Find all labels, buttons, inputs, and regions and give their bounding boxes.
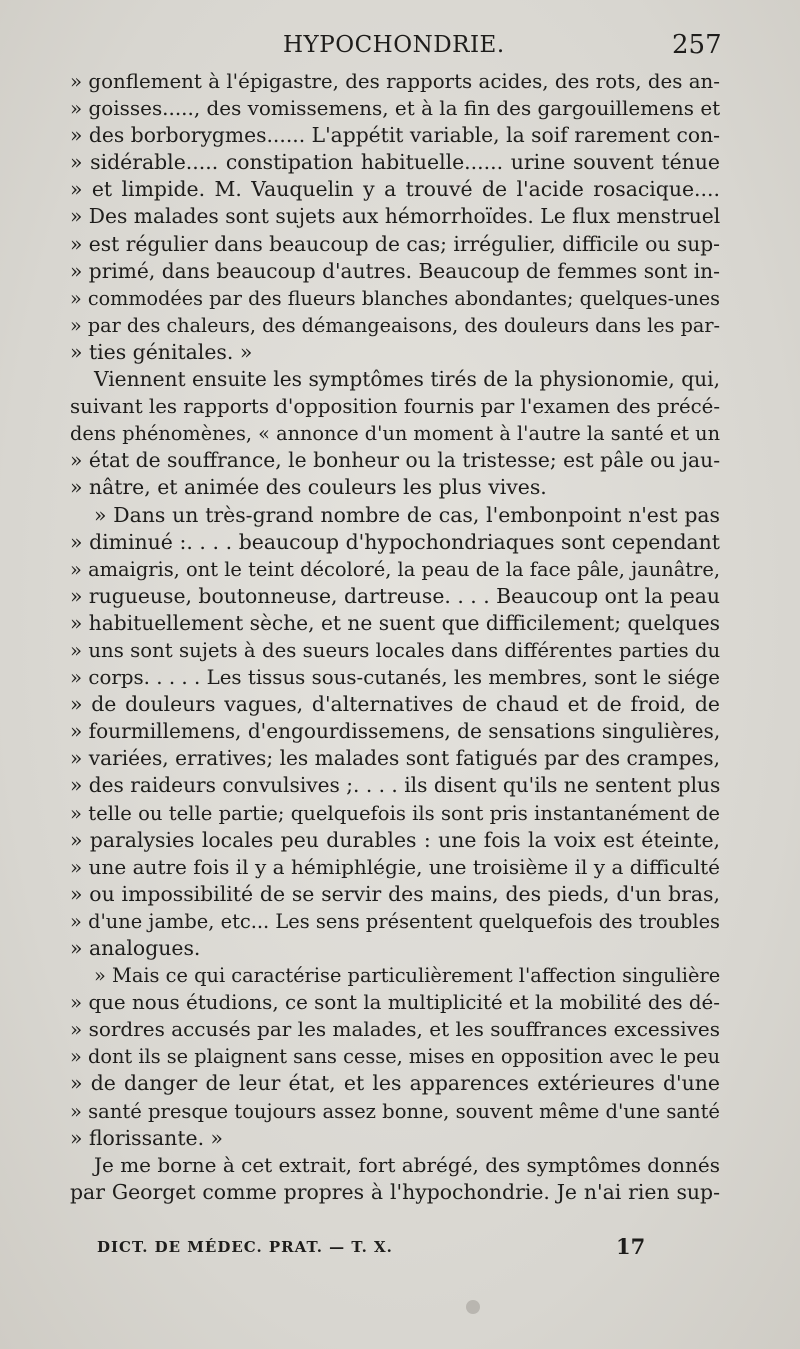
page-header [0,30,800,64]
text-line: » de danger de leur état, et les apparences extérieures d'une [70,1071,720,1096]
text-line: » nâtre, et animée des couleurs les plus vives. [70,475,547,500]
text-line: » uns sont sujets à des sueurs locales dans différentes parties du [70,638,721,662]
text-line: » paralysies locales peu durables : une fois la voix est éteinte, [70,827,720,852]
text-line: » est régulier dans beaucoup de cas; irrégulier, difficile ou sup- [70,231,720,256]
body-text [70,68,720,1206]
text-line: » commodées par des flueurs blanches abondantes; quelques-unes [70,286,720,310]
text-line: » ou impossibilité de se servir des mains, des pieds, d'un bras, [70,881,720,906]
text-line: » diminué :. . . . beaucoup d'hypochondriaques sont cependant [70,529,720,554]
running-title: HYPOCHONDRIE. [283,32,505,58]
text-line: » et limpide. M. Vauquelin y a trouvé de l'acide rosacique.... [70,177,720,202]
text-line: » habituellement sèche, et ne suent que difficilement; quelques [70,610,720,635]
paper-blemish [466,1300,480,1314]
sheet-number: 17 [616,1234,646,1259]
text-line: » dont ils se plaignent sans cesse, mises en opposition avec le peu [70,1045,721,1069]
text-line: » Des malades sont sujets aux hémorrhoïdes. Le flux menstruel [70,204,721,229]
text-line: par Georget comme propres à l'hypochondrie. Je n'ai rien sup- [70,1179,720,1204]
text-line: » variées, erratives; les malades sont fatigués par des crampes, [70,746,720,771]
text-line: » fourmillemens, d'engourdissemens, de sensations singulières, [70,719,721,744]
text-line: » florissante. » [70,1125,224,1150]
page-number: 257 [672,30,722,60]
text-line: » Mais ce qui caractérise particulièrement l'affection singulière [94,964,721,988]
text-line: » telle ou telle partie; quelquefois ils sont pris instantanément de [70,801,720,825]
text-line: suivant les rapports d'opposition fournis par l'examen des précé- [70,395,720,419]
text-line: » de douleurs vagues, d'alternatives de chaud et de froid, de [70,692,720,717]
text-line: » santé presque toujours assez bonne, souvent même d'une santé [70,1099,720,1123]
text-line: » des raideurs convulsives ;. . . . ils disent qu'ils ne sentent plus [70,773,721,798]
text-line: » goisses....., des vomissemens, et à la fin des gargouillemens et [70,96,721,121]
text-line: Viennent ensuite les symptômes tirés de la physionomie, qui, [94,367,720,392]
text-line: » par des chaleurs, des démangeaisons, des douleurs dans les par- [70,313,720,337]
text-line: dens phénomènes, « annonce d'un moment à l'autre la santé et un [70,422,720,446]
text-line: » rugueuse, boutonneuse, dartreuse. . . . Beaucoup ont la peau [70,583,720,608]
text-line: » que nous étudions, ce sont la multiplicité et la mobilité des dé- [70,991,720,1015]
text-line: » gonflement à l'épigastre, des rapports acides, des rots, des an- [70,70,720,93]
text-line: » d'une jambe, etc... Les sens présentent quelquefois des troubles [70,909,720,933]
text-line: » une autre fois il y a hémiphlégie, une troisième il y a difficulté [70,854,720,879]
text-line: » Dans un très-grand nombre de cas, l'embonpoint n'est pas [94,502,720,527]
text-line: Je me borne à cet extrait, fort abrégé, des symptômes donnés [94,1152,721,1177]
text-line: » état de souffrance, le bonheur ou la tristesse; est pâle ou jau- [70,448,721,473]
text-line: » primé, dans beaucoup d'autres. Beaucoup de femmes sont in- [70,258,720,283]
text-line: » sidérable..... constipation habituelle...... urine souvent ténue [70,150,720,175]
text-line: » amaigris, ont le teint décoloré, la peau de la face pâle, jaunâtre, [70,557,720,581]
text-line: » analogues. [70,936,201,960]
text-line: » corps. . . . . Les tissus sous-cutanés, les membres, sont le siége [70,666,720,690]
page-footer [0,1234,800,1264]
text-line: » ties génitales. » [70,339,253,364]
text-line: » des borborygmes...... L'appétit variable, la soif rarement con- [70,123,720,148]
signature-mark: DICT. DE MÉDEC. PRAT. — T. X. [97,1238,393,1256]
text-line: » sordres accusés par les malades, et les souffrances excessives [70,1017,720,1042]
